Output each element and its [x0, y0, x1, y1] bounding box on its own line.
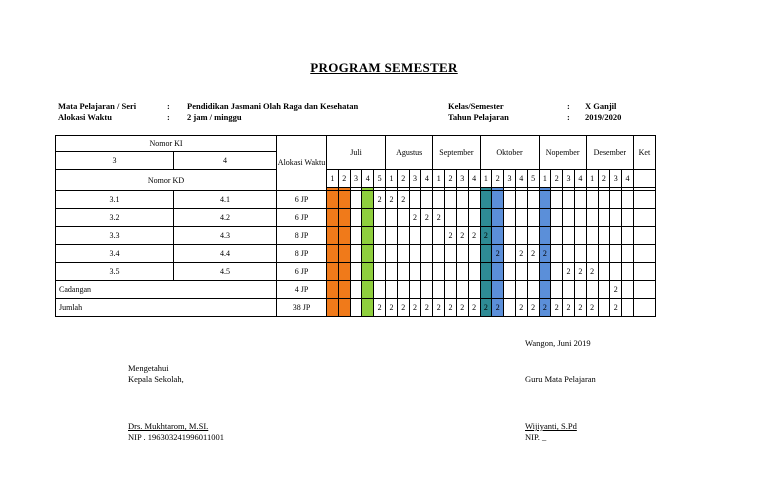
week-number: 3 [350, 170, 362, 188]
week-number: 4 [421, 170, 433, 188]
week-cell [527, 227, 539, 245]
week-number: 2 [598, 170, 610, 188]
week-cell: 2 [527, 245, 539, 263]
week-cell [433, 227, 445, 245]
week-cell [327, 191, 339, 209]
header-row-weeks [56, 170, 656, 188]
week-cell [338, 227, 350, 245]
week-cell: 2 [397, 299, 409, 317]
week-cell: 2 [397, 191, 409, 209]
week-cell [598, 245, 610, 263]
month-header: Juli [327, 136, 386, 170]
week-cell [350, 227, 362, 245]
week-cell [386, 263, 398, 281]
week-cell [362, 281, 374, 299]
week-cell [338, 299, 350, 317]
week-cell: 2 [574, 299, 586, 317]
alokasi-cell: 6 JP [277, 191, 327, 209]
week-cell [551, 281, 563, 299]
week-cell [527, 263, 539, 281]
week-cell [551, 227, 563, 245]
week-cell [515, 191, 527, 209]
week-cell [397, 209, 409, 227]
week-cell [563, 191, 575, 209]
week-cell [586, 281, 598, 299]
week-cell [350, 245, 362, 263]
week-cell [456, 245, 468, 263]
week-cell [586, 191, 598, 209]
week-cell [504, 299, 516, 317]
week-cell [421, 263, 433, 281]
week-cell: 2 [492, 299, 504, 317]
week-cell: 2 [421, 209, 433, 227]
week-cell [374, 263, 386, 281]
week-cell [622, 281, 634, 299]
mapel-colon: : [167, 101, 170, 111]
jumlah-row [56, 299, 656, 317]
week-number: 2 [551, 170, 563, 188]
week-cell: 2 [386, 299, 398, 317]
alokasi-cell: 8 JP [277, 245, 327, 263]
week-number: 5 [527, 170, 539, 188]
week-cell: 2 [374, 191, 386, 209]
title-text: PROGRAM SEMESTER [310, 60, 458, 75]
week-cell [622, 227, 634, 245]
week-cell [338, 209, 350, 227]
week-cell [515, 263, 527, 281]
week-cell: 2 [409, 209, 421, 227]
week-cell [492, 263, 504, 281]
kelas-label: Kelas/Semester [448, 101, 504, 111]
week-cell [610, 209, 622, 227]
kepala-nip: NIP . 196303241996011001 [128, 432, 224, 442]
week-number: 4 [362, 170, 374, 188]
week-cell [350, 191, 362, 209]
week-cell [374, 245, 386, 263]
ket-cell [633, 263, 655, 281]
week-cell [327, 245, 339, 263]
week-cell: 2 [586, 299, 598, 317]
week-cell: 2 [433, 299, 445, 317]
ket-cell [633, 245, 655, 263]
week-cell [409, 263, 421, 281]
week-cell [350, 263, 362, 281]
week-cell [338, 281, 350, 299]
table-row [56, 263, 656, 281]
mapel-label: Mata Pelajaran / Seri [58, 101, 137, 111]
week-cell [504, 281, 516, 299]
kd4-cell: 4.5 [174, 263, 277, 281]
week-number: 4 [574, 170, 586, 188]
week-cell: 2 [492, 245, 504, 263]
week-number: 1 [586, 170, 598, 188]
nomor-ki-header: Nomor KI [56, 136, 277, 152]
alokasi-colon: : [167, 112, 170, 122]
week-cell [397, 281, 409, 299]
week-cell: 2 [468, 299, 480, 317]
week-cell [480, 281, 492, 299]
week-cell [362, 299, 374, 317]
week-number: 5 [374, 170, 386, 188]
week-cell [539, 191, 551, 209]
week-cell [338, 191, 350, 209]
tahun-value: 2019/2020 [585, 112, 622, 122]
week-cell: 2 [563, 299, 575, 317]
week-cell [610, 191, 622, 209]
week-cell [421, 227, 433, 245]
week-cell [350, 209, 362, 227]
week-cell [421, 245, 433, 263]
week-cell [386, 209, 398, 227]
week-cell [327, 299, 339, 317]
week-cell [327, 281, 339, 299]
week-cell [539, 263, 551, 281]
week-cell [397, 263, 409, 281]
kd3-cell: 3.3 [56, 227, 174, 245]
week-cell [386, 227, 398, 245]
week-cell: 2 [480, 299, 492, 317]
week-number: 3 [456, 170, 468, 188]
week-cell [456, 209, 468, 227]
week-cell [492, 209, 504, 227]
table-row [56, 245, 656, 263]
week-cell [551, 209, 563, 227]
week-cell [480, 245, 492, 263]
week-cell [574, 245, 586, 263]
week-cell [622, 299, 634, 317]
week-cell [622, 263, 634, 281]
table-row [56, 209, 656, 227]
header-row-months [56, 136, 656, 152]
jumlah-alokasi: 38 JP [277, 299, 327, 317]
week-number: 3 [610, 170, 622, 188]
week-cell [480, 191, 492, 209]
week-cell: 2 [586, 263, 598, 281]
month-header: September [433, 136, 480, 170]
week-cell [574, 281, 586, 299]
ket-cell [633, 191, 655, 209]
week-cell [468, 263, 480, 281]
week-cell [409, 245, 421, 263]
week-cell: 2 [527, 299, 539, 317]
alokasi-cell: 6 JP [277, 263, 327, 281]
month-header: Nopember [539, 136, 586, 170]
week-number: 3 [409, 170, 421, 188]
week-cell [598, 263, 610, 281]
week-cell [574, 227, 586, 245]
week-cell [551, 191, 563, 209]
alokasi-cell: 8 JP [277, 227, 327, 245]
week-cell [563, 245, 575, 263]
week-cell [598, 227, 610, 245]
jumlah-label: Jumlah [56, 299, 277, 317]
kd4-cell: 4.4 [174, 245, 277, 263]
week-cell [350, 281, 362, 299]
week-cell [504, 245, 516, 263]
week-number: 4 [515, 170, 527, 188]
week-cell [456, 263, 468, 281]
week-cell [445, 245, 457, 263]
week-cell [586, 245, 598, 263]
week-cell [433, 263, 445, 281]
week-cell [374, 281, 386, 299]
week-cell [409, 227, 421, 245]
week-cell: 2 [610, 299, 622, 317]
week-cell [551, 263, 563, 281]
week-cell: 2 [433, 209, 445, 227]
ket-cell [633, 299, 655, 317]
week-cell: 2 [515, 245, 527, 263]
week-cell [397, 245, 409, 263]
week-cell [350, 299, 362, 317]
mengetahui-label: Mengetahui [128, 363, 169, 373]
week-cell [598, 299, 610, 317]
week-cell [421, 281, 433, 299]
week-cell [445, 281, 457, 299]
week-cell [421, 191, 433, 209]
week-cell [515, 227, 527, 245]
week-cell [480, 263, 492, 281]
kepala-sekolah-label: Kepala Sekolah, [128, 374, 184, 384]
week-cell: 2 [610, 281, 622, 299]
place-date: Wangon, Juni 2019 [525, 338, 591, 348]
week-cell [504, 191, 516, 209]
week-cell [574, 191, 586, 209]
tahun-colon: : [567, 112, 570, 122]
week-cell: 2 [539, 245, 551, 263]
table-row [56, 191, 656, 209]
week-cell [527, 209, 539, 227]
week-cell [433, 191, 445, 209]
week-cell [409, 191, 421, 209]
kd4-cell: 4.1 [174, 191, 277, 209]
kepala-name: Drs. Mukhtarom, M.SI. [128, 421, 209, 431]
week-cell [622, 209, 634, 227]
week-cell [539, 209, 551, 227]
ki-3-header: 3 [56, 152, 174, 170]
week-number: 2 [397, 170, 409, 188]
week-cell [563, 281, 575, 299]
week-cell [397, 227, 409, 245]
week-cell [374, 209, 386, 227]
program-semester-table [55, 135, 656, 317]
nomor-kd-header: Nomor KD [56, 170, 277, 191]
alokasi-cell: 6 JP [277, 209, 327, 227]
week-number: 1 [480, 170, 492, 188]
week-cell [586, 227, 598, 245]
week-number: 2 [492, 170, 504, 188]
week-number: 4 [622, 170, 634, 188]
week-cell [445, 263, 457, 281]
week-cell: 2 [456, 227, 468, 245]
week-cell [504, 263, 516, 281]
week-cell [468, 191, 480, 209]
week-cell [551, 245, 563, 263]
week-cell [338, 263, 350, 281]
kd4-cell: 4.3 [174, 227, 277, 245]
week-cell [445, 191, 457, 209]
month-header: Desember [586, 136, 633, 170]
tahun-label: Tahun Pelajaran [448, 112, 509, 122]
week-number: 1 [433, 170, 445, 188]
ket-cell [633, 209, 655, 227]
week-number: 1 [386, 170, 398, 188]
week-cell [480, 209, 492, 227]
ki-4-header: 4 [174, 152, 277, 170]
week-cell [409, 281, 421, 299]
week-cell [610, 227, 622, 245]
week-cell: 2 [386, 191, 398, 209]
mapel-value: Pendidikan Jasmani Olah Raga dan Kesehatan [187, 101, 359, 111]
week-cell [445, 209, 457, 227]
ket-blank [633, 170, 655, 188]
week-number: 2 [445, 170, 457, 188]
week-cell [492, 281, 504, 299]
week-cell [504, 227, 516, 245]
week-cell [433, 245, 445, 263]
kd3-cell: 3.1 [56, 191, 174, 209]
week-cell: 2 [456, 299, 468, 317]
week-cell [468, 245, 480, 263]
table-row [56, 227, 656, 245]
week-cell [622, 191, 634, 209]
week-cell: 2 [409, 299, 421, 317]
week-cell [433, 281, 445, 299]
week-cell [515, 281, 527, 299]
week-cell [598, 209, 610, 227]
month-header: Oktober [480, 136, 539, 170]
guru-name: Wijiyanti, S.Pd [525, 421, 577, 431]
week-cell [327, 227, 339, 245]
week-cell [598, 281, 610, 299]
alokasi-waktu-header: Alokasi Waktu [277, 136, 327, 191]
week-cell [327, 209, 339, 227]
cadangan-row [56, 281, 656, 299]
week-cell [598, 191, 610, 209]
week-cell [563, 227, 575, 245]
ket-cell [633, 281, 655, 299]
week-cell [527, 191, 539, 209]
week-cell [504, 209, 516, 227]
kd4-cell: 4.2 [174, 209, 277, 227]
week-cell: 2 [563, 263, 575, 281]
week-cell [563, 209, 575, 227]
week-cell [362, 209, 374, 227]
week-cell [362, 227, 374, 245]
week-cell [586, 209, 598, 227]
week-cell: 2 [421, 299, 433, 317]
week-cell [622, 245, 634, 263]
week-cell [386, 281, 398, 299]
week-cell [362, 191, 374, 209]
week-cell [374, 227, 386, 245]
ket-cell [633, 227, 655, 245]
week-cell: 2 [515, 299, 527, 317]
ket-header: Ket [633, 136, 655, 170]
week-cell [610, 263, 622, 281]
week-cell [539, 227, 551, 245]
week-cell [574, 209, 586, 227]
week-cell [468, 209, 480, 227]
week-cell: 2 [445, 299, 457, 317]
week-cell: 2 [468, 227, 480, 245]
week-cell [338, 245, 350, 263]
week-cell: 2 [574, 263, 586, 281]
week-number: 3 [504, 170, 516, 188]
week-number: 1 [539, 170, 551, 188]
week-cell: 2 [551, 299, 563, 317]
week-number: 4 [468, 170, 480, 188]
week-cell [515, 209, 527, 227]
week-cell [468, 281, 480, 299]
week-cell: 2 [539, 299, 551, 317]
week-cell [362, 245, 374, 263]
week-number: 2 [338, 170, 350, 188]
kd3-cell: 3.4 [56, 245, 174, 263]
week-cell [456, 191, 468, 209]
week-number: 3 [563, 170, 575, 188]
week-cell [492, 191, 504, 209]
guru-label: Guru Mata Pelajaran [525, 374, 596, 384]
week-cell [527, 281, 539, 299]
alokasi-value: 2 jam / minggu [187, 112, 242, 122]
month-header: Agustus [386, 136, 433, 170]
kelas-colon: : [567, 101, 570, 111]
week-cell [492, 227, 504, 245]
week-cell [386, 245, 398, 263]
cadangan-label: Cadangan [56, 281, 277, 299]
week-cell [610, 245, 622, 263]
guru-nip: NIP. _ [525, 432, 547, 442]
alokasi-label: Alokasi Waktu [58, 112, 112, 122]
week-cell: 2 [445, 227, 457, 245]
kd3-cell: 3.5 [56, 263, 174, 281]
week-cell [327, 263, 339, 281]
week-cell: 2 [374, 299, 386, 317]
week-cell: 2 [480, 227, 492, 245]
week-number: 1 [327, 170, 339, 188]
week-cell [539, 281, 551, 299]
week-cell [456, 281, 468, 299]
week-cell [362, 263, 374, 281]
cadangan-alokasi: 4 JP [277, 281, 327, 299]
kd3-cell: 3.2 [56, 209, 174, 227]
kelas-value: X Ganjil [585, 101, 617, 111]
document-title [0, 60, 768, 76]
